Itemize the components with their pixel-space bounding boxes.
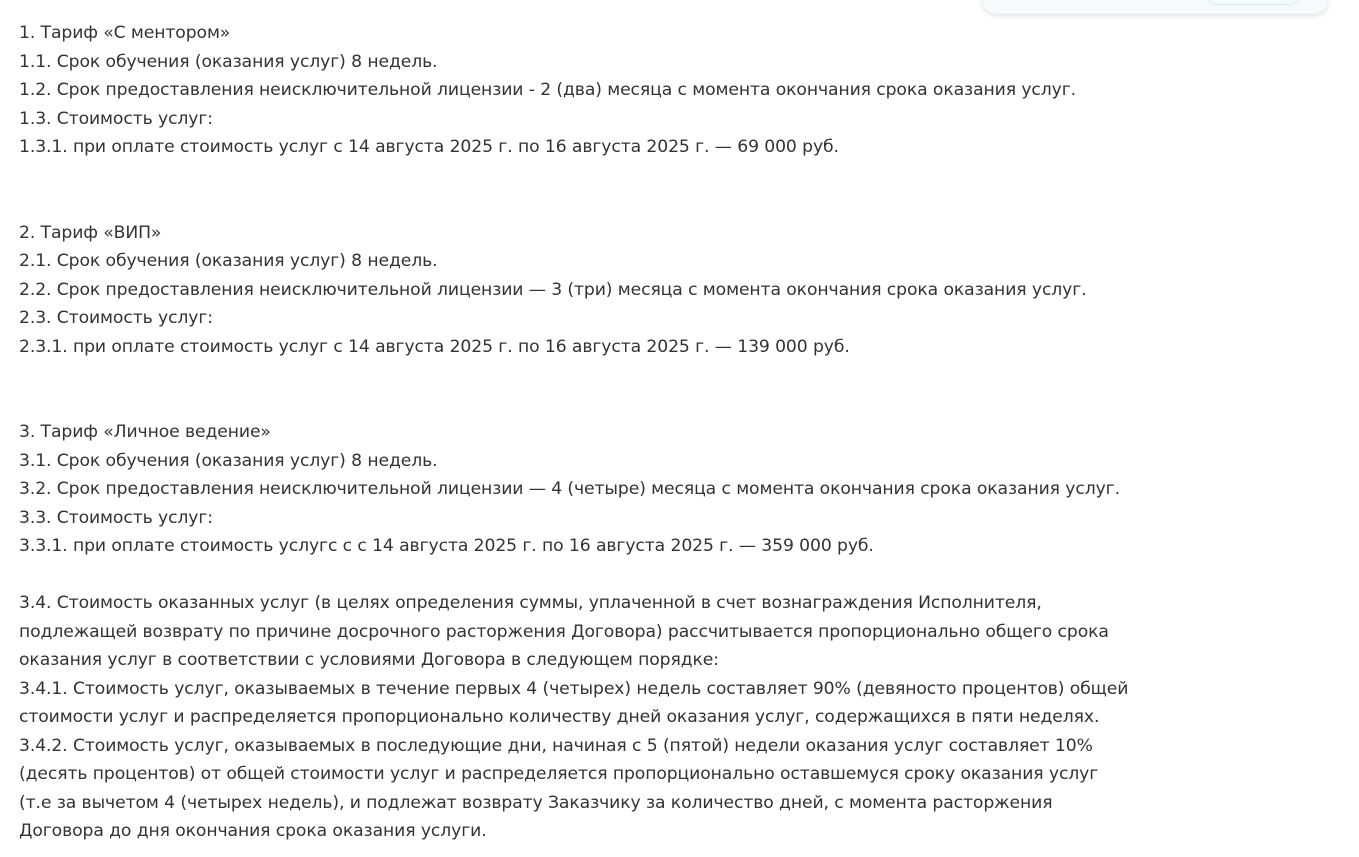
document-line: 1.3. Стоимость услуг: — [19, 108, 213, 129]
blank-line — [19, 190, 1128, 219]
blank-line — [19, 162, 1128, 191]
document-line: Договора до дня окончания срока оказания услуги. — [19, 821, 487, 841]
document-line: 3.2. Срок предоставления неисключительной лицензии — 4 (четыре) месяца с момента окончания срока оказания услуг. — [19, 479, 1120, 499]
document-line: 3.4. Стоимость оказанных услуг (в целях определения суммы, уплаченной в счет вознаграждения Исполнителя, — [19, 593, 1042, 613]
document-line: 3.3.1. при оплате стоимость услугс с с 14 августа 2025 г. по 16 августа 2025 г. — 359 000 руб. — [19, 536, 874, 556]
document-line: 1. Тариф «С ментором» — [19, 23, 231, 43]
tariff-document — [19, 19, 1128, 846]
document-line: (т.е за вычетом 4 (четырех недель), и подлежат возврату Заказчику за количество дней, с момента расторжения — [19, 792, 1053, 813]
document-line: 2.3.1. при оплате стоимость услуг с 14 августа 2025 г. по 16 августа 2025 г. — 139 000 руб. — [19, 336, 850, 357]
document-line: 1.1. Срок обучения (оказания услуг) 8 недель. — [19, 51, 438, 72]
document-line: 2.3. Стоимость услуг: — [19, 308, 213, 328]
top-card-button[interactable] — [1204, 0, 1302, 5]
document-line: 1.2. Срок предоставления неисключительной лицензии - 2 (два) месяца с момента окончания срока оказания услуг. — [19, 80, 1077, 100]
document-line: 2.1. Срок обучения (оказания услуг) 8 недель. — [19, 251, 438, 271]
document-line: 3.4.1. Стоимость услуг, оказываемых в течение первых 4 (четырех) недель составляет 90% (девяносто процентов) общей — [19, 678, 1129, 699]
document-line: 3.1. Срок обучения (оказания услуг) 8 недель. — [19, 450, 438, 471]
blank-line — [19, 361, 1128, 390]
document-line: 1.3.1. при оплате стоимость услуг с 14 августа 2025 г. по 16 августа 2025 г. — 69 000 руб. — [19, 137, 839, 157]
document-line: подлежащей возврату по причине досрочного расторжения Договора) рассчитывается пропорционально общего срока — [19, 621, 1109, 642]
document-line: оказания услуг в соответствии с условиями Договора в следующем порядке: — [19, 650, 719, 670]
document-line: 3.4.2. Стоимость услуг, оказываемых в последующие дни, начиная с 5 (пятой) недели оказания услуг составляет 10% — [19, 735, 1093, 756]
document-line: стоимости услуг и распределяется пропорционально количеству дней оказания услуг, содержащихся в пяти неделях. — [19, 707, 1100, 727]
document-line: 3. Тариф «Личное ведение» — [19, 422, 271, 442]
blank-line — [19, 390, 1128, 419]
document-line: 2. Тариф «ВИП» — [19, 222, 162, 243]
document-line: 2.2. Срок предоставления неисключительной лицензии — 3 (три) месяца с момента окончания срока оказания услуг. — [19, 279, 1087, 300]
top-card — [982, 0, 1328, 14]
document-line: (десять процентов) от общей стоимости услуг и распределяется пропорционально оставшемуся сроку оказания услуг — [19, 764, 1099, 784]
blank-line — [19, 561, 1128, 590]
document-line: 3.3. Стоимость услуг: — [19, 507, 213, 528]
